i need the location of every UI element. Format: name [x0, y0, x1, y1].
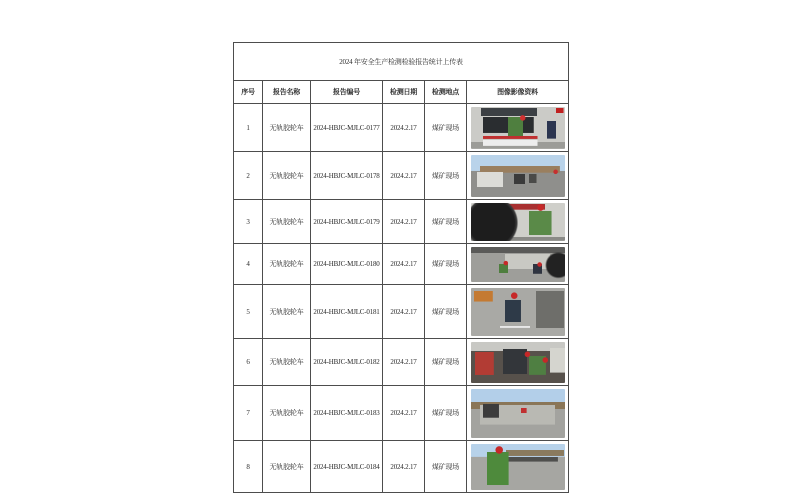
cell-report-number: 2024-HBJC-MJLC-0179 — [311, 200, 383, 244]
cell-serial-number: 4 — [234, 244, 263, 285]
table-row — [234, 104, 569, 152]
cell-report-number: 2024-HBJC-MJLC-0180 — [311, 244, 383, 285]
cell-report-name: 无轨胶轮车 — [263, 104, 311, 152]
site-photo-mining-vehicle-number-2 — [471, 389, 565, 438]
cell-report-name: 无轨胶轮车 — [263, 244, 311, 285]
cell-report-number: 2024-HBJC-MJLC-0183 — [311, 386, 383, 441]
cell-serial-number: 5 — [234, 285, 263, 339]
cell-test-location: 煤矿现场 — [425, 104, 467, 152]
cell-image-material — [467, 200, 569, 244]
cell-report-number: 2024-HBJC-MJLC-0178 — [311, 152, 383, 200]
cell-report-name: 无轨胶轮车 — [263, 339, 311, 386]
table-row — [234, 441, 569, 493]
cell-serial-number: 6 — [234, 339, 263, 386]
site-photo-crew-equipment-closeup — [471, 342, 565, 383]
cell-test-date: 2024.2.17 — [383, 200, 425, 244]
site-photo-vehicle-hood-open-inspection — [471, 107, 565, 149]
cell-report-number: 2024-HBJC-MJLC-0182 — [311, 339, 383, 386]
site-photo-measurement-beside-vehicle — [471, 288, 565, 336]
title-row — [234, 43, 569, 81]
cell-test-date: 2024.2.17 — [383, 152, 425, 200]
column-header-report-name: 报告名称 — [263, 81, 311, 104]
cell-report-name: 无轨胶轮车 — [263, 200, 311, 244]
cell-serial-number: 3 — [234, 200, 263, 244]
cell-image-material — [467, 104, 569, 152]
cell-test-date: 2024.2.17 — [383, 339, 425, 386]
cell-image-material — [467, 441, 569, 493]
cell-test-date: 2024.2.17 — [383, 244, 425, 285]
cell-serial-number: 7 — [234, 386, 263, 441]
cell-report-name: 无轨胶轮车 — [263, 152, 311, 200]
column-header-image-material: 图像影像资料 — [467, 81, 569, 104]
cell-test-location: 煤矿现场 — [425, 339, 467, 386]
site-photo-inspector-watching-road — [471, 444, 565, 490]
page-title: 2024 年安全生产检测检验报告统计上传表 — [234, 43, 569, 81]
cell-report-name: 无轨胶轮车 — [263, 441, 311, 493]
cell-serial-number: 1 — [234, 104, 263, 152]
cell-test-location: 煤矿现场 — [425, 285, 467, 339]
cell-test-location: 煤矿现场 — [425, 152, 467, 200]
table-row — [234, 152, 569, 200]
cell-test-location: 煤矿现场 — [425, 441, 467, 493]
cell-test-location: 煤矿现场 — [425, 386, 467, 441]
column-header-serial: 序号 — [234, 81, 263, 104]
cell-image-material — [467, 386, 569, 441]
cell-report-number: 2024-HBJC-MJLC-0177 — [311, 104, 383, 152]
cell-test-location: 煤矿现场 — [425, 244, 467, 285]
report-table — [233, 42, 569, 493]
column-header-test-date: 检测日期 — [383, 81, 425, 104]
table-row — [234, 285, 569, 339]
cell-image-material — [467, 339, 569, 386]
table-row — [234, 339, 569, 386]
column-header-test-location: 检测地点 — [425, 81, 467, 104]
cell-image-material — [467, 152, 569, 200]
site-photo-street-truck-crowd — [471, 155, 565, 197]
cell-report-number: 2024-HBJC-MJLC-0181 — [311, 285, 383, 339]
cell-image-material — [467, 244, 569, 285]
cell-image-material — [467, 285, 569, 339]
cell-report-name: 无轨胶轮车 — [263, 386, 311, 441]
cell-report-name: 无轨胶轮车 — [263, 285, 311, 339]
cell-serial-number: 2 — [234, 152, 263, 200]
header-row — [234, 81, 569, 104]
column-header-report-number: 报告编号 — [311, 81, 383, 104]
cell-test-date: 2024.2.17 — [383, 386, 425, 441]
table-row — [234, 200, 569, 244]
cell-test-date: 2024.2.17 — [383, 285, 425, 339]
table-row — [234, 386, 569, 441]
cell-test-location: 煤矿现场 — [425, 200, 467, 244]
cell-test-date: 2024.2.17 — [383, 441, 425, 493]
table-head — [234, 43, 569, 104]
site-photo-large-tire-inspection — [471, 203, 565, 241]
cell-serial-number: 8 — [234, 441, 263, 493]
cell-report-number: 2024-HBJC-MJLC-0184 — [311, 441, 383, 493]
table-body — [234, 104, 569, 493]
site-photo-crouching-undercarriage-check — [471, 247, 565, 282]
cell-test-date: 2024.2.17 — [383, 104, 425, 152]
table-row — [234, 244, 569, 285]
